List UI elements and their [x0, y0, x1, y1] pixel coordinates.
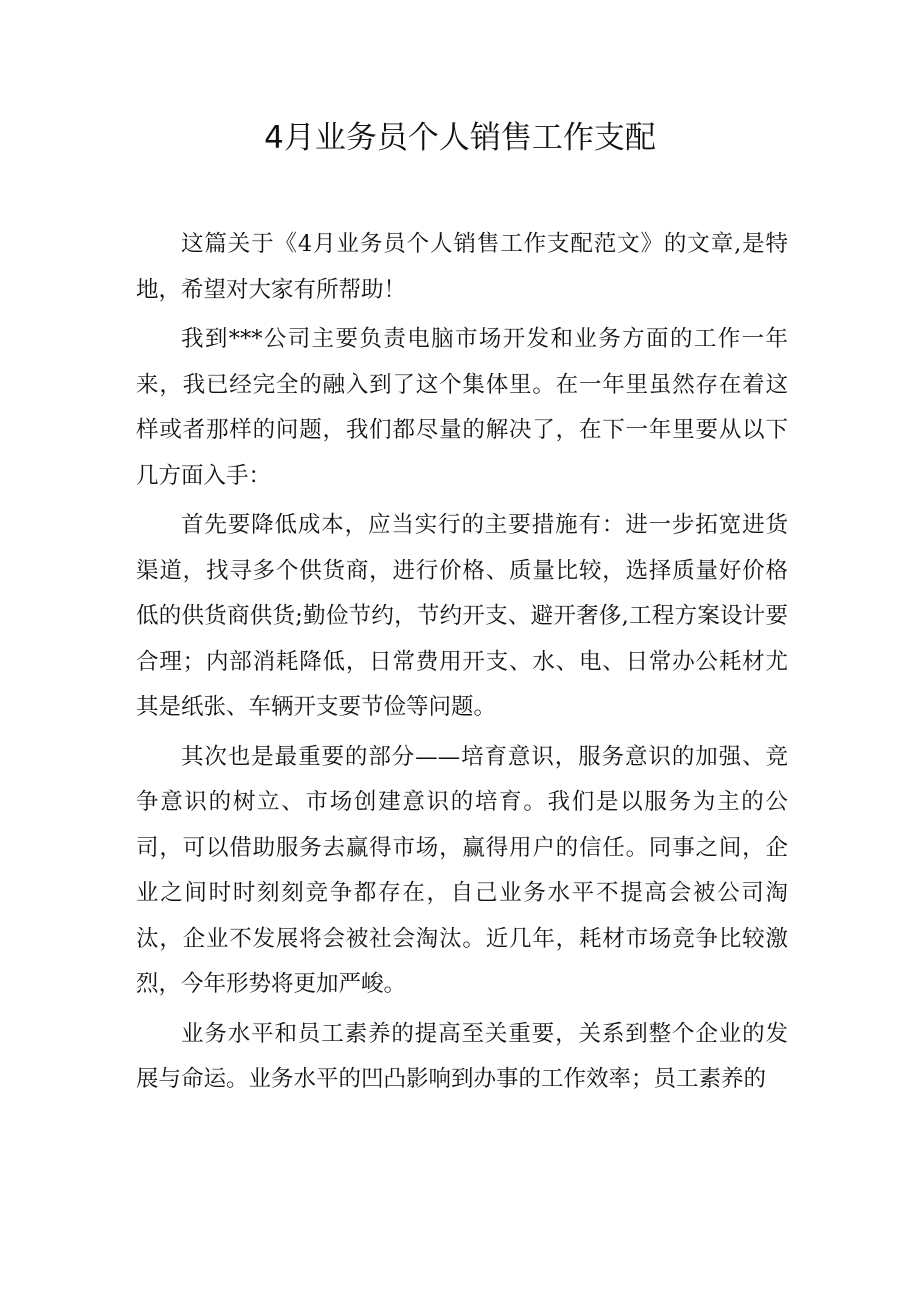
paragraph-overview: 我到***公司主要负责电脑市场开发和业务方面的工作一年来，我已经完全的融入到了这个集体里。在一年里虽然存在着这样或者那样的问题，我们都尽量的解决了，在下一年里要从以下几方面入手： — [136, 326, 788, 489]
document-body — [136, 222, 788, 1107]
paragraph-awareness: 其次也是最重要的部分——培育意识，服务意识的加强、竞争意识的树立、市场创建意识的培育。我们是以服务为主的公司，可以借助服务去赢得市场，赢得用户的信任。同事之间，企业之间时时刻刻竞争都存在，自己业务水平不提高会被公司淘汰，企业不发展将会被社会淘汰。近几年，耗材市场竞争比较激烈，今年形势将更加严峻。 — [136, 743, 788, 997]
paragraph-cost-reduction: 首先要降低成本，应当实行的主要措施有：进一步拓宽进货渠道，找寻多个供货商，进行价格、质量比较，选择质量好价格低的供货商供货;勤俭节约，节约开支、避开奢侈,工程方案设计要合理；内部消耗降低，日常费用开支、水、电、日常办公耗材尤其是纸张、车辆开支要节俭等问题。 — [136, 512, 788, 720]
paragraph-skills: 业务水平和员工素养的提高至关重要，关系到整个企业的发展与命运。业务水平的凹凸影响到办事的工作效率；员工素养的 — [136, 1020, 788, 1092]
paragraph-intro: 这篇关于《4月业务员个人销售工作支配范文》的文章,是特地，希望对大家有所帮助！ — [136, 231, 788, 303]
document-title: 4月业务员个人销售工作支配 — [264, 120, 656, 156]
